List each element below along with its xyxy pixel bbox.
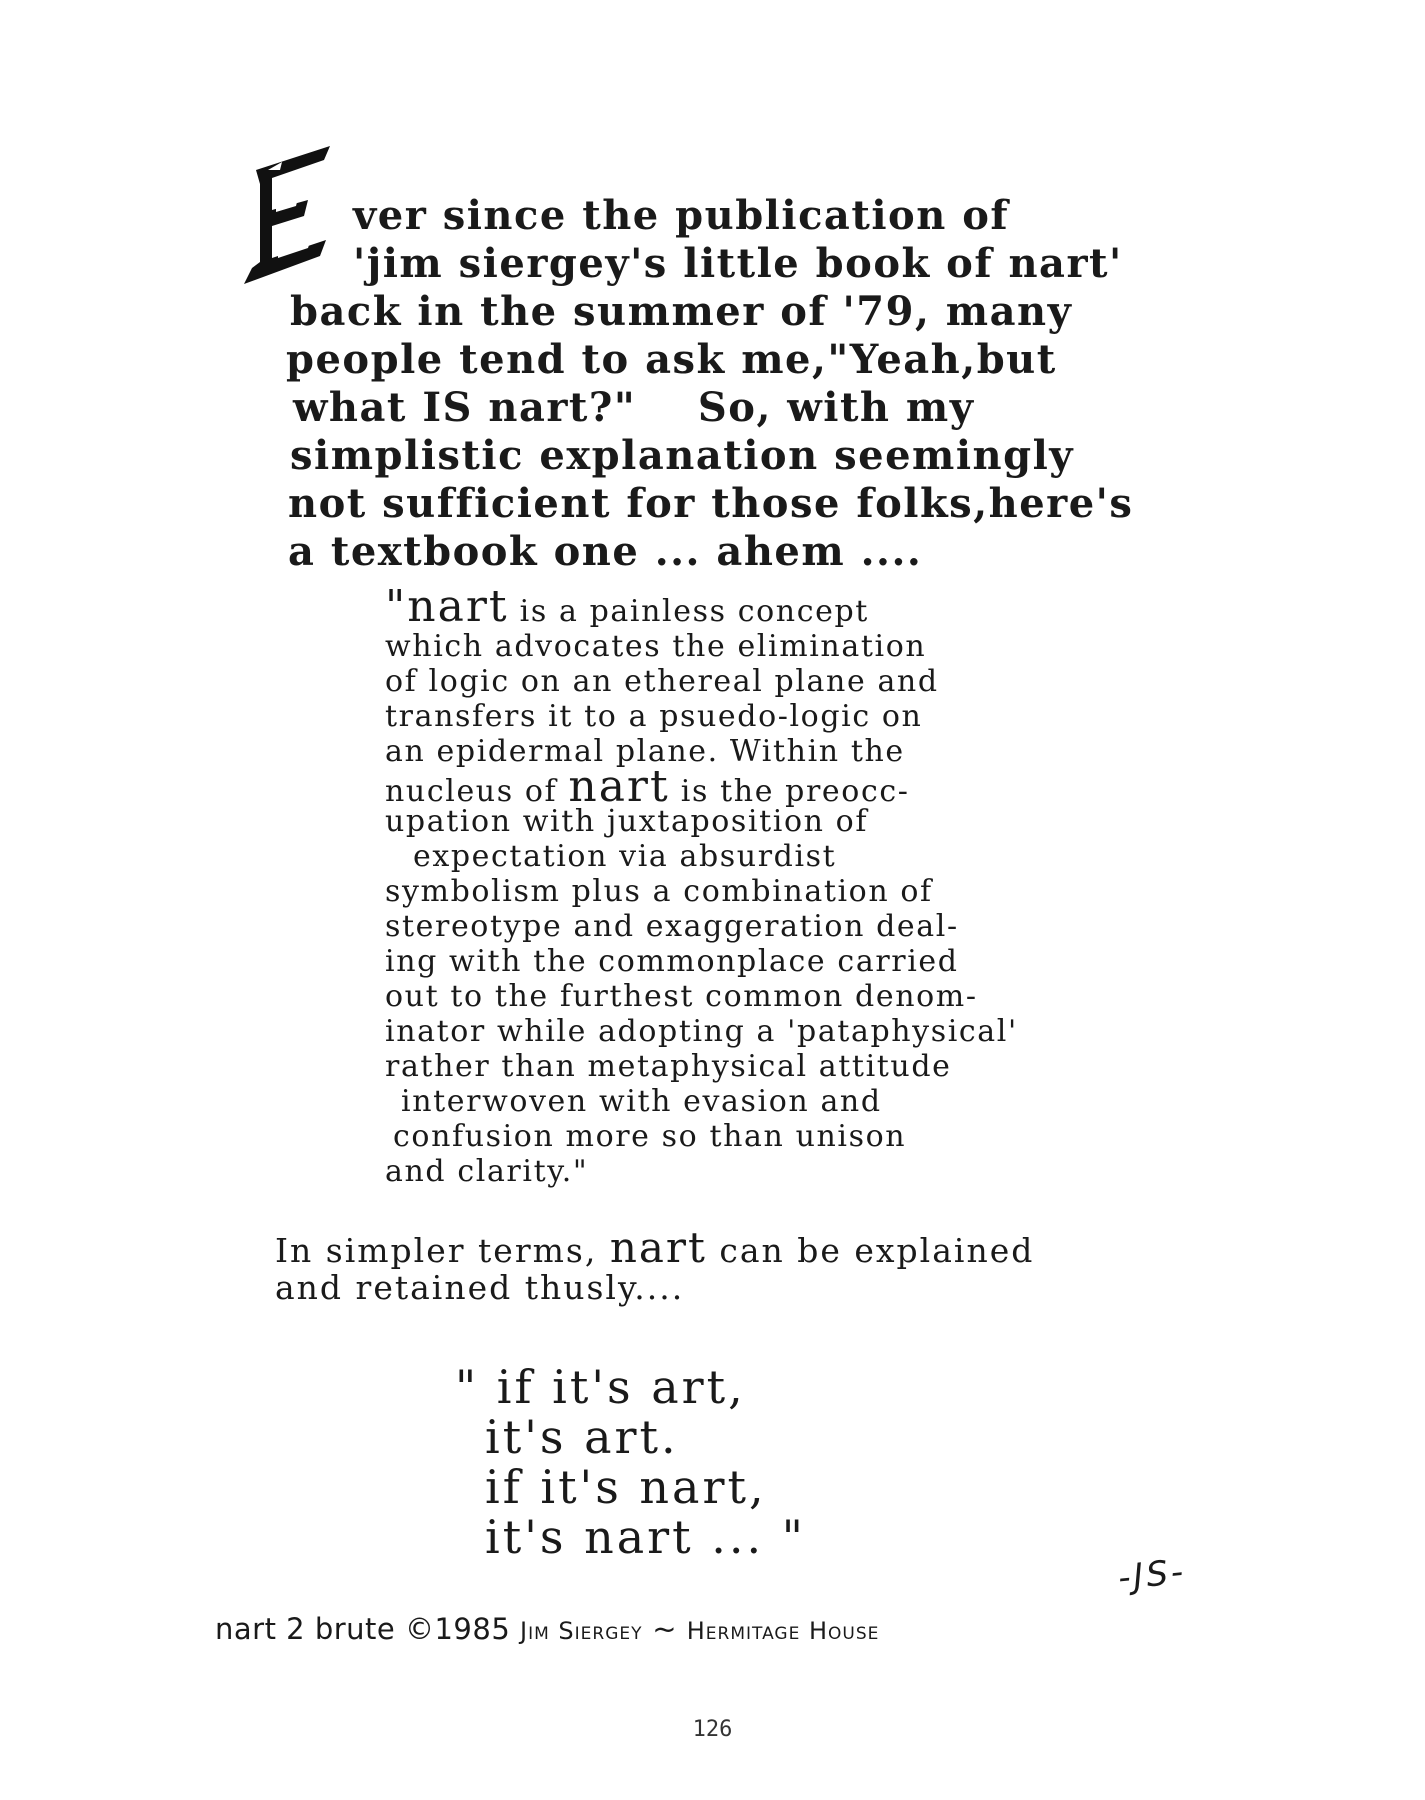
definition-line: symbolism plus a combination of	[385, 874, 933, 909]
intro-line: a textbook one ... ahem ....	[288, 528, 923, 575]
definition-nucleus-start: nucleus of	[385, 774, 569, 809]
intro-lines	[238, 192, 1198, 576]
intro-paragraph	[238, 140, 1198, 576]
definition-line: interwoven with evasion and	[401, 1084, 882, 1119]
quote-line: if it's nart,	[485, 1460, 767, 1514]
author-initials-signature: -JS-	[1116, 1551, 1189, 1599]
definition-first-line	[385, 581, 1105, 632]
quote-line: " if it's art,	[455, 1360, 746, 1414]
nart-quote	[455, 1362, 1015, 1562]
definition-nucleus-line	[385, 761, 1105, 812]
definition-nucleus-end: is the preocc-	[669, 774, 910, 809]
definition-first-line-rest: is a painless concept	[508, 594, 869, 629]
credit-line	[215, 1612, 879, 1646]
definition-line: confusion more so than unison	[393, 1119, 907, 1154]
intro-line: ver since the publication of	[353, 192, 1010, 239]
intro-line: 'jim siergey's little book of nart'	[353, 240, 1123, 287]
intro-line: back in the summer of '79, many	[290, 288, 1073, 335]
quote-line: it's nart ... "	[485, 1510, 806, 1564]
definition-block	[385, 581, 1105, 1189]
dropcap-letter-e	[238, 140, 338, 290]
definition-line: transfers it to a psuedo-logic on	[385, 699, 923, 734]
simpler-nart-word: nart	[609, 1223, 707, 1272]
simpler-line-2: and retained thusly....	[275, 1268, 685, 1307]
definition-line: and clarity."	[385, 1154, 589, 1189]
simpler-line-1-end: can be explained	[706, 1231, 1035, 1270]
intro-line: what IS nart?" So, with my	[293, 384, 975, 431]
definition-open-quote: "	[385, 581, 408, 632]
dropcap-ornament-icon	[238, 140, 338, 290]
intro-line: simplistic explanation seemingly	[290, 432, 1075, 479]
credit-publisher: Hermitage House	[686, 1617, 880, 1645]
definition-nart-word: nart	[407, 581, 509, 632]
credit-author: Jim Siergey	[520, 1617, 643, 1645]
definition-line: out to the furthest common denom-	[385, 979, 978, 1014]
definition-line: which advocates the elimination	[385, 629, 927, 664]
intro-line: not sufficient for those folks,here's	[288, 480, 1134, 527]
definition-line: rather than metaphysical attitude	[385, 1049, 952, 1084]
definition-line: expectation via absurdist	[413, 839, 837, 874]
definition-line: an epidermal plane. Within the	[385, 734, 905, 769]
credit-title: nart 2 brute ©1985	[215, 1612, 520, 1646]
definition-nart-word: nart	[568, 761, 670, 812]
intro-line: people tend to ask me,"Yeah,but	[286, 336, 1057, 383]
simpler-line-1	[275, 1223, 1225, 1272]
page-number: 126	[692, 1717, 733, 1742]
definition-line: stereotype and exaggeration deal-	[385, 909, 959, 944]
credit-separator: ~	[642, 1612, 687, 1646]
definition-line: ing with the commonplace carried	[385, 944, 959, 979]
simpler-line-1-start: In simpler terms,	[275, 1231, 610, 1270]
simpler-terms-paragraph	[275, 1223, 1225, 1308]
definition-line: inator while adopting a 'pataphysical'	[385, 1014, 1018, 1049]
definition-line: of logic on an ethereal plane and	[385, 664, 939, 699]
quote-line: it's art.	[485, 1410, 679, 1464]
definition-line: upation with juxtaposition of	[385, 804, 869, 839]
